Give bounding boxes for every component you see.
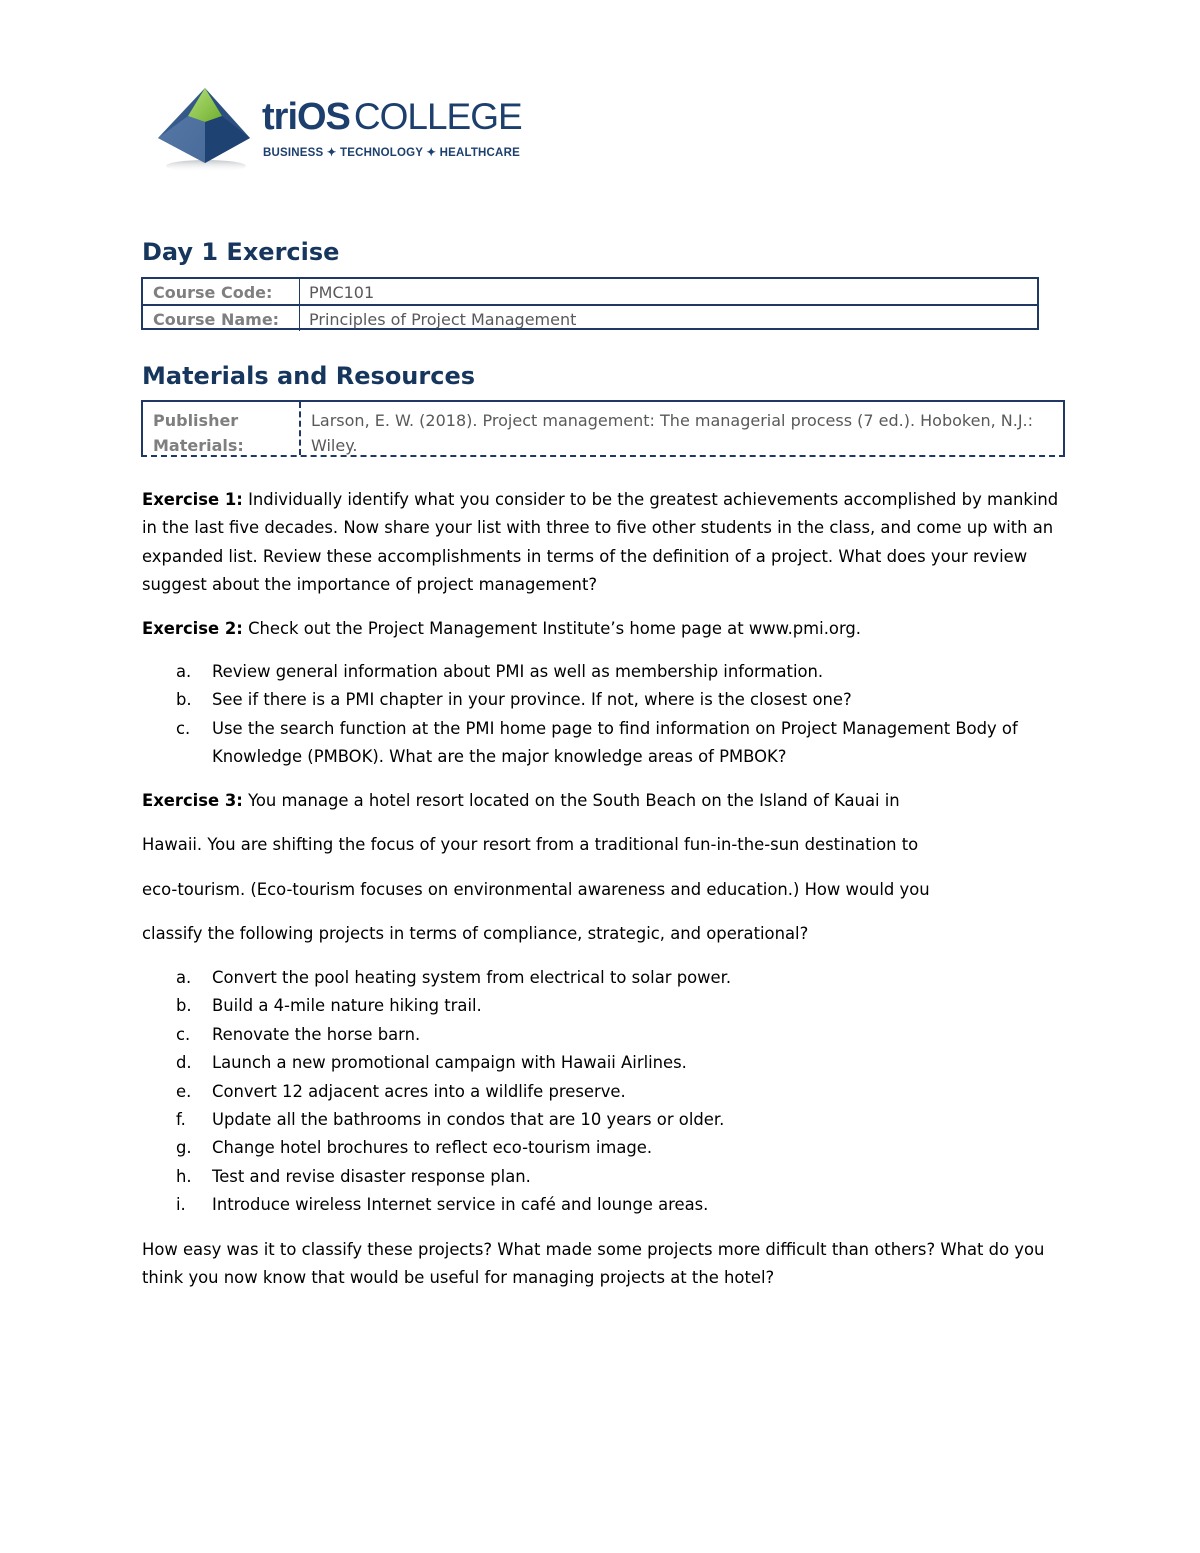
list-item	[142, 992, 1072, 1020]
list-item	[142, 1021, 1072, 1049]
exercise-2-text: Check out the Project Management Institute’s home page at www.pmi.org.	[248, 619, 862, 638]
list-marker: i.	[176, 1195, 186, 1215]
course-code-value: PMC101	[309, 283, 375, 302]
list-marker: a.	[176, 968, 192, 987]
list-item-text: Launch a new promotional campaign with Hawaii Airlines.	[212, 1053, 687, 1073]
list-marker: a.	[176, 662, 192, 681]
exercise-3-line-4: classify the following projects in terms of compliance, strategic, and operational?	[142, 924, 809, 943]
logo-tagline: BUSINESS ✦ TECHNOLOGY ✦ HEALTHCARE	[263, 147, 520, 159]
exercise-2-label: Exercise 2:	[142, 619, 243, 638]
trios-college-logo	[158, 88, 538, 174]
exercise-3-label: Exercise 3:	[142, 791, 243, 810]
list-item	[142, 715, 1072, 772]
course-name-label: Course Name:	[153, 310, 280, 329]
exercise-3-line-2: Hawaii. You are shifting the focus of your resort from a traditional fun-in-the-sun destination to	[142, 835, 919, 854]
list-item	[142, 1049, 1072, 1077]
list-item-text: Use the search function at the PMI home page to find information on Project Management Body of Knowledge (PMBOK). What are the major knowledge areas of PMBOK?	[212, 718, 1018, 767]
list-item-text: Convert the pool heating system from electrical to solar power.	[212, 968, 732, 987]
course-name-value: Principles of Project Management	[309, 310, 577, 329]
list-item	[142, 1078, 1072, 1106]
table-divider	[299, 279, 300, 304]
materials-table	[141, 400, 1065, 457]
list-item-text: Test and revise disaster response plan.	[212, 1166, 531, 1186]
list-item-text: Build a 4-mile nature hiking trail.	[212, 996, 482, 1016]
list-marker: d.	[176, 1053, 192, 1073]
list-marker: e.	[176, 1081, 192, 1101]
list-item	[142, 1163, 1072, 1191]
list-item	[142, 964, 1072, 992]
list-item-text: Update all the bathrooms in condos that are 10 years or older.	[212, 1110, 725, 1130]
list-marker: c.	[176, 718, 191, 738]
list-marker: g.	[176, 1138, 192, 1158]
course-code-label: Course Code:	[153, 283, 273, 302]
exercise-3-line-1	[142, 791, 900, 810]
logo-wordmark	[262, 98, 522, 136]
exercise-1-text: Individually identify what you consider to be the greatest achievements accomplished by mankind in the last five decades. Now share your list with three to five other students in the class, and come up with an expanded list. Review these accomplishments in terms of the definition of a project. What does your review suggest about the importance of project management?	[142, 490, 1059, 595]
list-item	[142, 1191, 1072, 1219]
materials-heading: Materials and Resources	[142, 362, 476, 390]
list-item-text: Review general information about PMI as well as membership information.	[212, 662, 824, 681]
list-item	[142, 1134, 1072, 1162]
list-marker: b.	[176, 996, 192, 1016]
list-item-text: Change hotel brochures to reflect eco-tourism image.	[212, 1138, 653, 1158]
exercise-3-list	[142, 964, 1072, 1220]
table-divider	[299, 402, 301, 455]
pyramid-logo-icon	[158, 88, 258, 174]
list-item-text: Convert 12 adjacent acres into a wildlife preserve.	[212, 1081, 626, 1101]
publisher-materials-value: Larson, E. W. (2018). Project management: The managerial process (7 ed.). Hoboken, N.J.: Wiley.	[311, 411, 1034, 455]
list-item	[142, 686, 1072, 714]
publisher-materials-label: Publisher Materials:	[153, 411, 244, 455]
course-name-row	[143, 306, 1037, 331]
list-item	[142, 1106, 1072, 1134]
exercise-1-paragraph	[142, 486, 1072, 600]
table-divider	[299, 306, 300, 331]
exercise-2-list	[142, 658, 1072, 772]
closing-paragraph: How easy was it to classify these projects? What made some projects more difficult than others? What do you think you now know that would be useful for managing projects at the hotel?	[142, 1240, 1045, 1288]
list-marker: c.	[176, 1024, 191, 1044]
course-code-row	[143, 279, 1037, 306]
page-title: Day 1 Exercise	[142, 238, 340, 266]
list-marker: b.	[176, 690, 192, 710]
exercise-2-paragraph	[142, 615, 1072, 643]
exercise-3-text-1: You manage a hotel resort located on the South Beach on the Island of Kauai in	[248, 791, 900, 810]
logo-brand-bold: triOS	[262, 96, 350, 138]
list-marker: f.	[176, 1110, 186, 1130]
list-marker: h.	[176, 1166, 192, 1186]
list-item-text: Renovate the horse barn.	[212, 1024, 421, 1044]
list-item	[142, 658, 1072, 686]
exercise-1-label: Exercise 1:	[142, 490, 243, 509]
list-item-text: Introduce wireless Internet service in café and lounge areas.	[212, 1195, 709, 1215]
exercise-3-line-3: eco-tourism. (Eco-tourism focuses on environmental awareness and education.) How would you	[142, 880, 930, 899]
logo-brand-light: COLLEGE	[353, 96, 522, 137]
course-info-table	[141, 277, 1039, 330]
list-item-text: See if there is a PMI chapter in your province. If not, where is the closest one?	[212, 690, 852, 710]
